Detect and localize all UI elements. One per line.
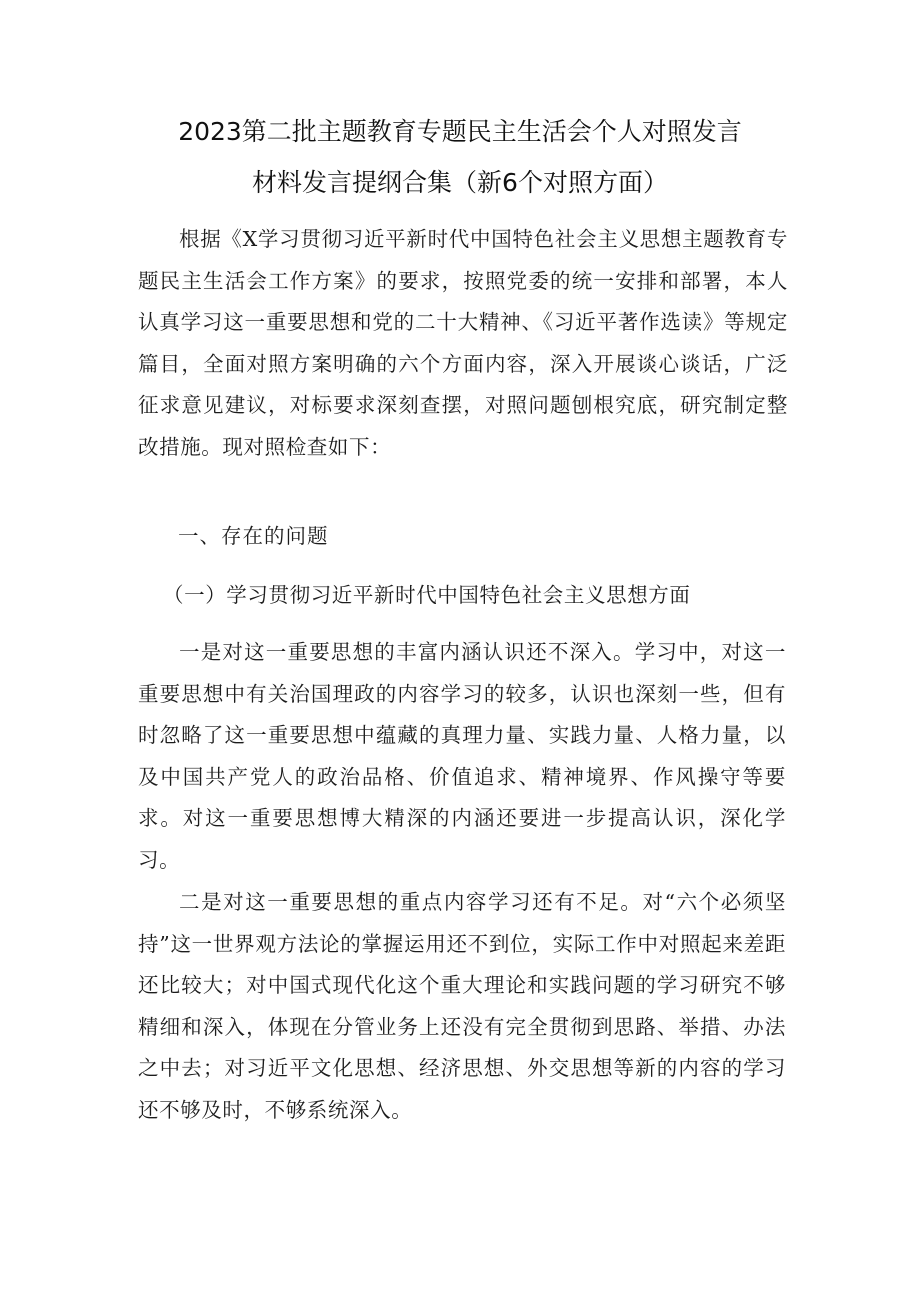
body-paragraph-2: 二是对这一重要思想的重点内容学习还有不足。对“六个必须坚持”这一世界观方法论的掌握运用还不到位，实际工作中对照起来差距还比较大；对中国式现代化这个重大理论和实践问题的学习研究不够精细和深入，体现在分管业务上还没有完全贯彻到思路、举措、办法之中去；对习近平文化思想、经济思想、外交思想等新的内容的学习还不够及时，不够系统深入。 (138, 890, 786, 1122)
document-title-line-1: 2023第二批主题教育专题民主生活会个人对照发言 (178, 117, 742, 146)
body-paragraph-1: 一是对这一重要思想的丰富内涵认识还不深入。学习中，对这一重要思想中有关治国理政的内容学习的较多，认识也深刻一些，但有时忽略了这一重要思想中蕴藏的真理力量、实践力量、人格力量，以及中国共产党人的政治品格、价值追求、精神境界、作风操守等要求。对这一重要思想博大精深的内涵还要进一步提高认识，深化学习。 (138, 640, 786, 872)
document-title-line-2: 材料发言提纲合集（新6个对照方面） (252, 168, 668, 197)
intro-paragraph: 根据《X学习贯彻习近平新时代中国特色社会主义思想主题教育专题民主生活会工作方案》的要求，按照党委的统一安排和部署，本人认真学习这一重要思想和党的二十大精神、《习近平著作选读》等规定篇目，全面对照方案明确的六个方面内容，深入开展谈心谈话，广泛征求意见建议，对标要求深刻查摆，对照问题刨根究底，研究制定整改措施。现对照检查如下： (138, 227, 788, 459)
subsection-heading: （一）学习贯彻习近平新时代中国特色社会主义思想方面 (163, 583, 691, 607)
section-heading: 一、存在的问题 (178, 524, 329, 548)
